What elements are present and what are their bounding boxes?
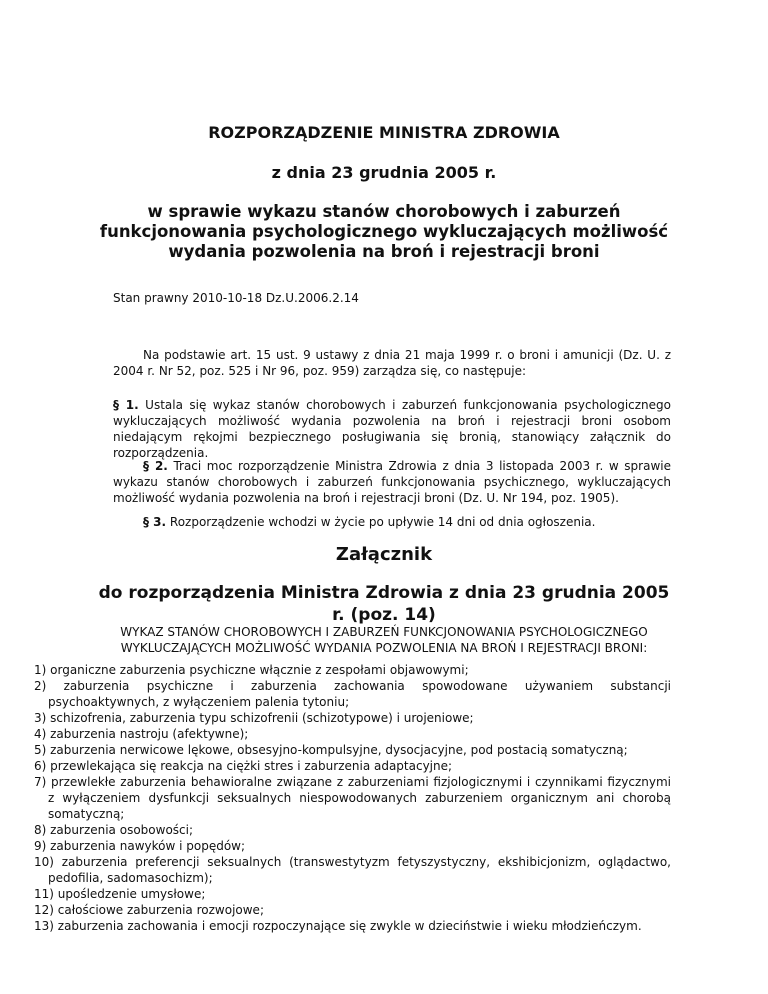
paragraph-1-text: Ustala się wykaz stanów chorobowych i zaburzeń funkcjonowania psychologicznego wykluczających możliwość wydania pozwolenia na broń i rejestracji broni osobom niedającym rękojmi bezpiecznego posługiwania się bronią, stanowiący załącznik do rozporządzenia. [113,398,671,460]
list-header: WYKAZ STANÓW CHOROBOWYCH I ZABURZEŃ FUNKCJONOWANIA PSYCHOLOGICZNEGO WYKLUCZAJĄCYCH MOŻLIWOŚĆ WYDANIA POZWOLENIA NA BROŃ I REJESTRACJI BRONI: [120,625,648,655]
annex-subtitle: do rozporządzenia Ministra Zdrowia z dnia 23 grudnia 2005 r. (poz. 14) [98,583,670,625]
paragraph-3-text: Rozporządzenie wchodzi w życie po upływie 14 dni od dnia ogłoszenia. [166,515,596,529]
list-item: 2) zaburzenia psychiczne i zaburzenia zachowania spowodowane używaniem substancji psychoaktywnych, z wyłączeniem palenia tytoniu; [34,679,671,709]
list-item: 6) przewlekająca się reakcja na ciężki stres i zaburzenia adaptacyjne; [34,759,453,773]
paragraph-3 [113,514,671,530]
list-item: 11) upośledzenie umysłowe; [34,887,206,901]
list-item: 5) zaburzenia nerwicowe lękowe, obsesyjno-kompulsyjne, dysocjacyjne, pod postacią somatyczną; [34,743,628,757]
list-item: 7) przewlekłe zaburzenia behawioralne związane z zaburzeniami fizjologicznymi i czynnikami fizycznymi z wyłączeniem dysfunkcji seksualnych niespowodowanych zaburzeniem organicznym ani chorobą somatyczną; [34,775,671,821]
list-item: 1) organiczne zaburzenia psychiczne włącznie z zespołami objawowymi; [34,663,469,677]
annex-title: Załącznik [335,544,433,565]
paragraph-1-mark: § 1. [113,398,139,412]
paragraph-1 [113,397,671,461]
list-item: 9) zaburzenia nawyków i popędów; [34,839,246,853]
document-subject: w sprawie wykazu stanów chorobowych i zaburzeń funkcjonowania psychologicznego wykluczających możliwość wydania pozwolenia na broń i rejestracji broni [99,202,669,261]
paragraph-2-text: Traci moc rozporządzenie Ministra Zdrowia z dnia 3 listopada 2003 r. w sprawie wykazu stanów chorobowych i zaburzeń funkcjonowania psychicznego, wykluczających możliwość wydania pozwolenia na broń i rejestracji broni (Dz. U. Nr 194, poz. 1905). [113,459,671,505]
legal-status: Stan prawny 2010-10-18 Dz.U.2006.2.14 [113,291,359,305]
list-item: 8) zaburzenia osobowości; [34,823,194,837]
paragraph-3-mark: § 3. [143,515,167,529]
list-item: 13) zaburzenia zachowania i emocji rozpoczynające się zwykle w dzieciństwie i wieku młodzieńczym. [34,919,642,933]
disorder-list [34,662,671,934]
document-date: z dnia 23 grudnia 2005 r. [271,163,497,182]
list-item: 10) zaburzenia preferencji seksualnych (transwestytyzm fetyszystyczny, ekshibicjonizm, oglądactwo, pedofilia, sadomasochizm); [34,855,671,885]
list-item: 12) całościowe zaburzenia rozwojowe; [34,903,264,917]
list-item: 4) zaburzenia nastroju (afektywne); [34,727,249,741]
preamble: Na podstawie art. 15 ust. 9 ustawy z dnia 21 maja 1999 r. o broni i amunicji (Dz. U. z 2004 r. Nr 52, poz. 525 i Nr 96, poz. 959) zarządza się, co następuje: [113,348,671,378]
paragraph-2 [113,458,671,506]
list-item: 3) schizofrenia, zaburzenia typu schizofrenii (schizotypowe) i urojeniowe; [34,711,474,725]
paragraph-2-mark: § 2. [143,459,168,473]
document-title: ROZPORZĄDZENIE MINISTRA ZDROWIA [208,123,560,142]
